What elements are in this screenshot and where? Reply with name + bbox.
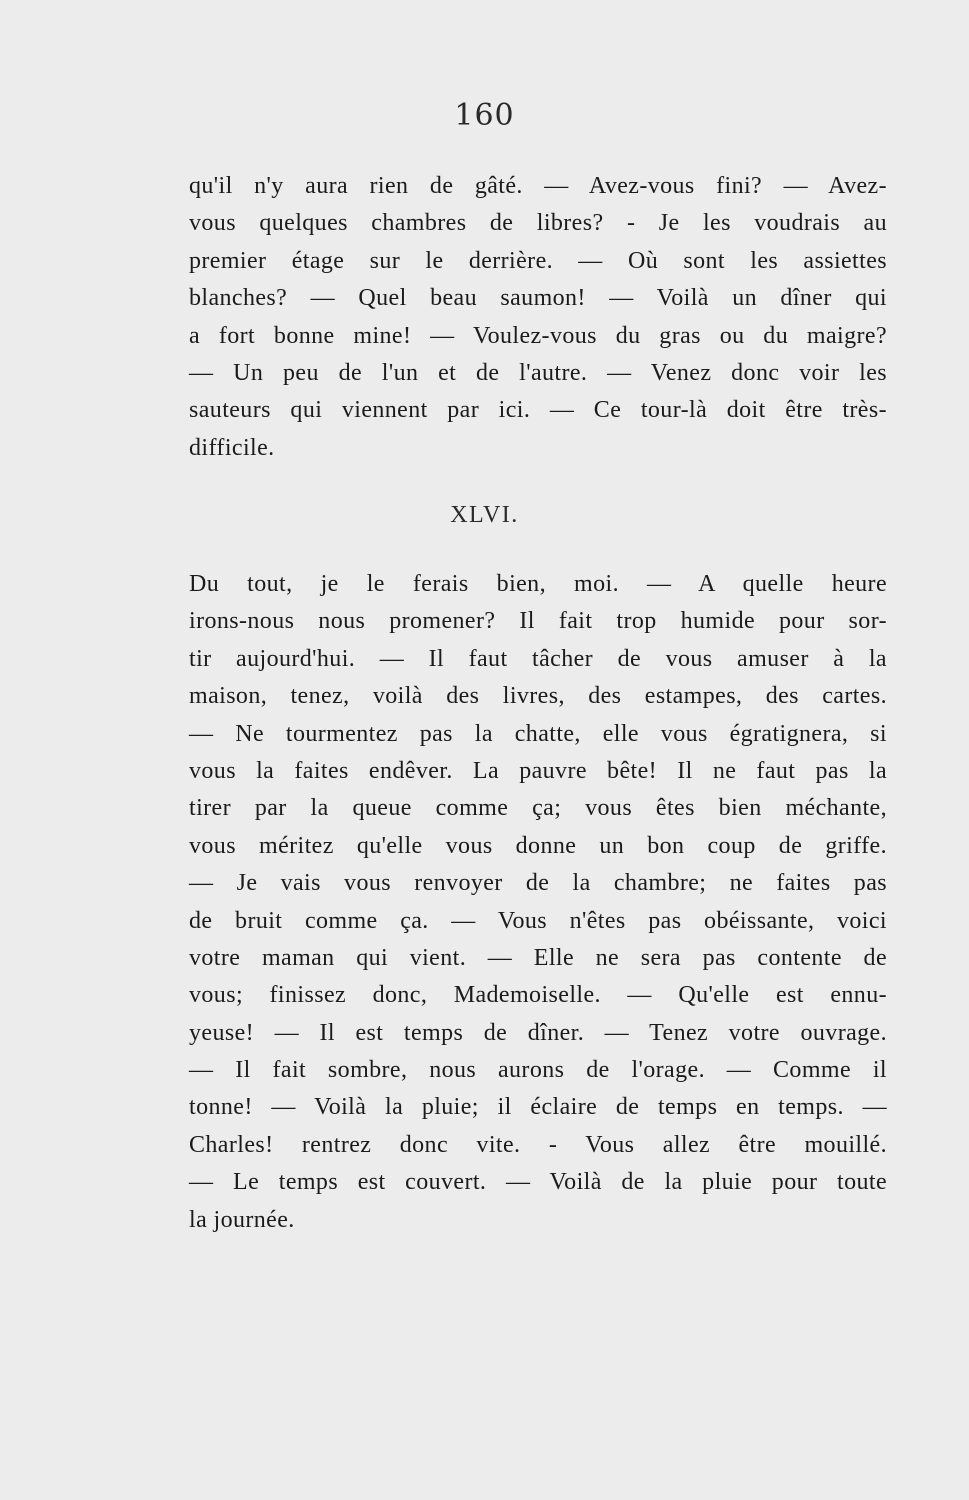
text-line: vous la faites endêver. La pauvre bête! Il ne faut pas la [189,757,887,784]
text-line: — Un peu de l'un et de l'autre. — Venez donc voir les [189,359,887,386]
text-line: votre maman qui vient. — Elle ne sera pas contente de [189,944,887,971]
text-line: Charles! rentrez donc vite. - Vous allez être mouillé. [189,1131,887,1158]
text-line: vous; finissez donc, Mademoiselle. — Qu'elle est ennu- [189,982,887,1009]
text-line: premier étage sur le derrière. — Où sont les assiettes [189,247,887,274]
text-line: blanches? — Quel beau saumon! — Voilà un dîner qui [189,285,887,312]
text-line: maison, tenez, voilà des livres, des estampes, des cartes. [189,683,887,710]
text-line: tonne! — Voilà la pluie; il éclaire de temps en temps. — [189,1094,887,1121]
text-line: — Le temps est couvert. — Voilà de la pluie pour toute [189,1169,887,1196]
section-heading: XLVI. [450,502,519,528]
text-line: la journée. [189,1206,295,1233]
text-line: Du tout, je le ferais bien, moi. — A quelle heure [189,571,887,597]
text-line: sauteurs qui viennent par ici. — Ce tour-là doit être très- [189,397,887,424]
paragraph-section [189,566,887,1239]
text-line: — Ne tourmentez pas la chatte, elle vous égratignera, si [189,720,887,747]
text-line: — Je vais vous renvoyer de la chambre; ne faites pas [189,870,887,897]
text-line: a fort bonne mine! — Voulez-vous du gras ou du maigre? [189,322,887,349]
page-number: 160 [454,98,515,133]
paragraph-continued [189,168,887,467]
text-line: tirer par la queue comme ça; vous êtes bien méchante, [189,795,887,822]
text-line: vous méritez qu'elle vous donne un bon coup de griffe. [189,832,887,859]
text-line: vous quelques chambres de libres? - Je les voudrais au [189,210,887,237]
text-line: yeuse! — Il est temps de dîner. — Tenez votre ouvrage. [189,1019,887,1046]
text-line: irons-nous nous promener? Il fait trop humide pour sor- [189,608,887,635]
text-line: — Il fait sombre, nous aurons de l'orage. — Comme il [189,1057,887,1084]
text-line: tir aujourd'hui. — Il faut tâcher de vous amuser à la [189,645,887,672]
text-line: qu'il n'y aura rien de gâté. — Avez-vous fini? — Avez- [189,173,887,199]
text-line: de bruit comme ça. — Vous n'êtes pas obéissante, voici [189,907,887,934]
text-line: difficile. [189,434,275,461]
